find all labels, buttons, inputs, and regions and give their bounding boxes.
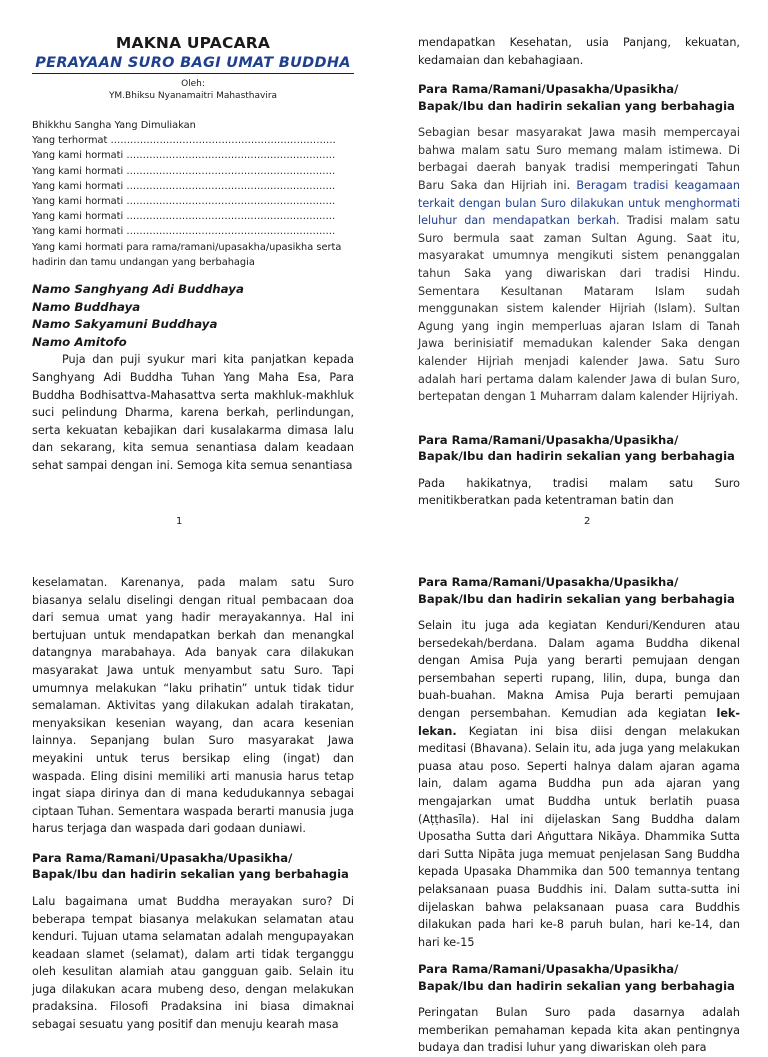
- highlighted-text: Beragam tradisi keagamaan terkait dengan bulan Suro dilakukan untuk menghormati leluhur dan mendapatkan berkah.: [418, 178, 740, 228]
- author-name: YM.Bhiksu Nyanamaitri Mahasthavira: [108, 91, 278, 101]
- greeting-line: Yang terhormat ……………………………………………………………: [32, 135, 336, 147]
- namo-line: Namo Sanghyang Adi Buddhaya: [32, 282, 244, 297]
- section-heading: Para Rama/Ramani/Upasakha/Upasikha/ Bapak/Ibu dan hadirin sekalian yang berbahagia: [418, 962, 735, 993]
- section-heading: Para Rama/Ramani/Upasakha/Upasikha/ Bapak/Ibu dan hadirin sekalian yang berbahagia: [32, 850, 349, 882]
- section-heading: Para Rama/Ramani/Upasakha/Upasikha/ Bapak/Ibu dan hadirin sekalian yang berbahagia: [418, 575, 735, 606]
- greeting-line: Yang kami hormati ……………………………………………………….: [32, 180, 336, 192]
- bold-term: lek-lekan.: [418, 706, 740, 738]
- section-heading: Para Rama/Ramani/Upasakha/Upasikha/ Bapak/Ibu dan hadirin sekalian yang berbahagia: [418, 432, 735, 464]
- greeting-line: Yang kami hormati ……………………………………………………….: [32, 150, 336, 162]
- continuation-paragraph: mendapatkan Kesehatan, usia Panjang, kekuatan, kedamaian dan kebahagiaan.: [418, 36, 740, 67]
- greeting-line: Yang kami hormati ……………………………………………………….: [32, 226, 336, 238]
- text-segment: Tradisi malam satu Suro bermula saat zaman Sultan Agung. Saat itu, masyarakat umumnya mengikuti sistem penanggalan tahun Saka yang diwariskan dari tradisi Hindu. Sementara Kesultanan Mataram Islam sudah menggunakan sistem kalender Hijriah (Islam). Sultan Agung yang ingin memperluas ajaran Islam di Tanah Jawa berinisiatif memadukan kalender Saka dengan kalender Hijriah menjadi kalender Jawa. Satu Suro adalah hari pertama dalam kalender Jawa di bulan Suro, bertepatan dengan 1 Muharram dalam kalender Hijriyah.: [418, 214, 740, 404]
- greeting-line: Yang kami hormati ……………………………………………………….: [32, 211, 336, 223]
- greeting-line: Yang kami hormati ……………………………………………………….: [32, 196, 336, 208]
- page-1: [32, 34, 354, 504]
- namo-line: Namo Buddhaya: [32, 299, 141, 314]
- body-paragraph: Lalu bagaimana umat Buddha merayakan suro? Di beberapa tempat biasanya melakukan selamatan atau kenduri. Tujuan utama selamatan adalah mengupayakan keadaan slamet (selamat), dalam arti tidak terganggu oleh kesulitan alamiah atau gangguan gaib. Selain itu juga dilakukan acara mubeng deso, dengan melakukan pradaksina. Filosofi Pradaksina ini biasa dimaknai sebagai sesuatu yang positif dan menuju kearah masa: [32, 894, 354, 1032]
- body-paragraph: Pada hakikatnya, tradisi malam satu Suro menitikberatkan pada ketentraman batin dan: [418, 476, 740, 508]
- page-2: [418, 34, 740, 508]
- namo-list: [32, 281, 354, 351]
- body-paragraph: [418, 124, 740, 406]
- page-number: 2: [584, 516, 591, 527]
- page-4: [418, 574, 740, 1055]
- greeting-list: [32, 118, 354, 270]
- document-subtitle: PERAYAAN SURO BAGI UMAT BUDDHA: [32, 55, 354, 74]
- byline-label: Oleh:: [181, 79, 205, 89]
- text-segment: Kegiatan ini bisa diisi dengan melakukan meditasi (Bhavana). Selain itu, ada juga yang melakukan puasa atau poso. Seperti halnya dalam ajaran agama lain, dalam agama Buddha pun ada ajaran yang mengajarkan umat Buddha untuk berlatih puasa (Aṭṭhasīla). Hal ini dijelaskan Sang Buddha dalam Uposatha Sutta dari Aṅguttara Nikāya. Dhammika Sutta dari Sutta Nipāta juga memuat penjelasan Sang Buddha kepada Upasaka Dhammika dan 500 temannya tentang pelaksanaan puasa Buddhis ini. Dalam sutta-sutta ini dijelaskan bahwa pelaksanaan puasa cara Buddhis dilakukan pada hari ke-8 paruh bulan, hari ke-14, dan hari ke-15: [418, 724, 740, 949]
- body-paragraph: Peringatan Bulan Suro pada dasarnya adalah memberikan pemahaman kepada kita akan pentingnya budaya dan tradisi luhur yang diwariskan oleh para: [418, 1006, 740, 1055]
- opening-paragraph: Puja dan puji syukur mari kita panjatkan kepada Sanghyang Adi Buddha Tuhan Yang Maha Esa, Para Buddha Bodhisattva-Mahasattva serta makhluk-makhluk suci pelindung Dharma, karena berkah, perlindungan, serta kekuatan kebajikan dari kusalakarma dimasa lalu dan sekarang, kita semua senantiasa dalam keadaan sehat sampai dengan ini. Semoga kita semua senantiasa: [32, 353, 354, 472]
- text-segment: Sebagian besar masyarakat Jawa masih mempercayai bahwa malam satu Suro memang malam istimewa. Di berbagai daerah banyak tradisi memperingati Tahun Baru Saka dan Hijriah ini.: [418, 126, 740, 192]
- page-number: 1: [176, 516, 183, 527]
- body-paragraph: keselamatan. Karenanya, pada malam satu Suro biasanya selalu diselingi dengan ritual pembacaan doa dari semua umat yang hadir merayakannya. Hal ini bertujuan untuk mendapatkan berkah dan menangkal datangnya marabahaya. Ada banyak cara dilakukan masyarakat Jawa untuk menyambut satu Suro. Tapi umumnya melakukan “laku prihatin” untuk tidak tidur semalaman. Aktivitas yang dilakukan adalah tirakatan, menyaksikan kesenian wayang, dan acara kesenian lainnya. Sepanjang bulan Suro masyarakat Jawa meyakini untuk terus bersikap eling (ingat) dan waspada. Eling disini memiliki arti manusia harus tetap ingat siapa dirinya dan di mana kedudukannya sebagai ciptaan Tuhan. Sementara waspada berarti manusia juga harus terjaga dan waspada dari godaan duniawi.: [32, 576, 354, 836]
- greeting-line: Yang kami hormati ……………………………………………………….: [32, 165, 336, 177]
- greeting-line: Bhikkhu Sangha Yang Dimuliakan: [32, 120, 196, 131]
- namo-line: Namo Amitofo: [32, 334, 127, 349]
- namo-line: Namo Sakyamuni Buddhaya: [32, 317, 218, 332]
- byline: [32, 78, 354, 102]
- text-segment: Selain itu juga ada kegiatan Kenduri/Kenduren atau bersedekah/berdana. Dalam agama Buddha dikenal dengan Amisa Puja yang berarti pemujaan dengan persembahan seperti rupang, lilin, dupa, bunga dan buah-buahan. Makna Amisa Puja berarti pemujaan dengan persembahan. Kemudian ada kegiatan: [418, 619, 740, 720]
- section-heading: Para Rama/Ramani/Upasakha/Upasikha/ Bapak/Ibu dan hadirin sekalian yang berbahagia: [418, 82, 735, 113]
- document-title: MAKNA UPACARA: [115, 34, 271, 52]
- greeting-line: Yang kami hormati para rama/ramani/upasakha/upasikha serta hadirin dan tamu undangan yang berbahagia: [32, 241, 342, 268]
- page-3: [32, 574, 354, 1032]
- body-paragraph: [418, 617, 740, 951]
